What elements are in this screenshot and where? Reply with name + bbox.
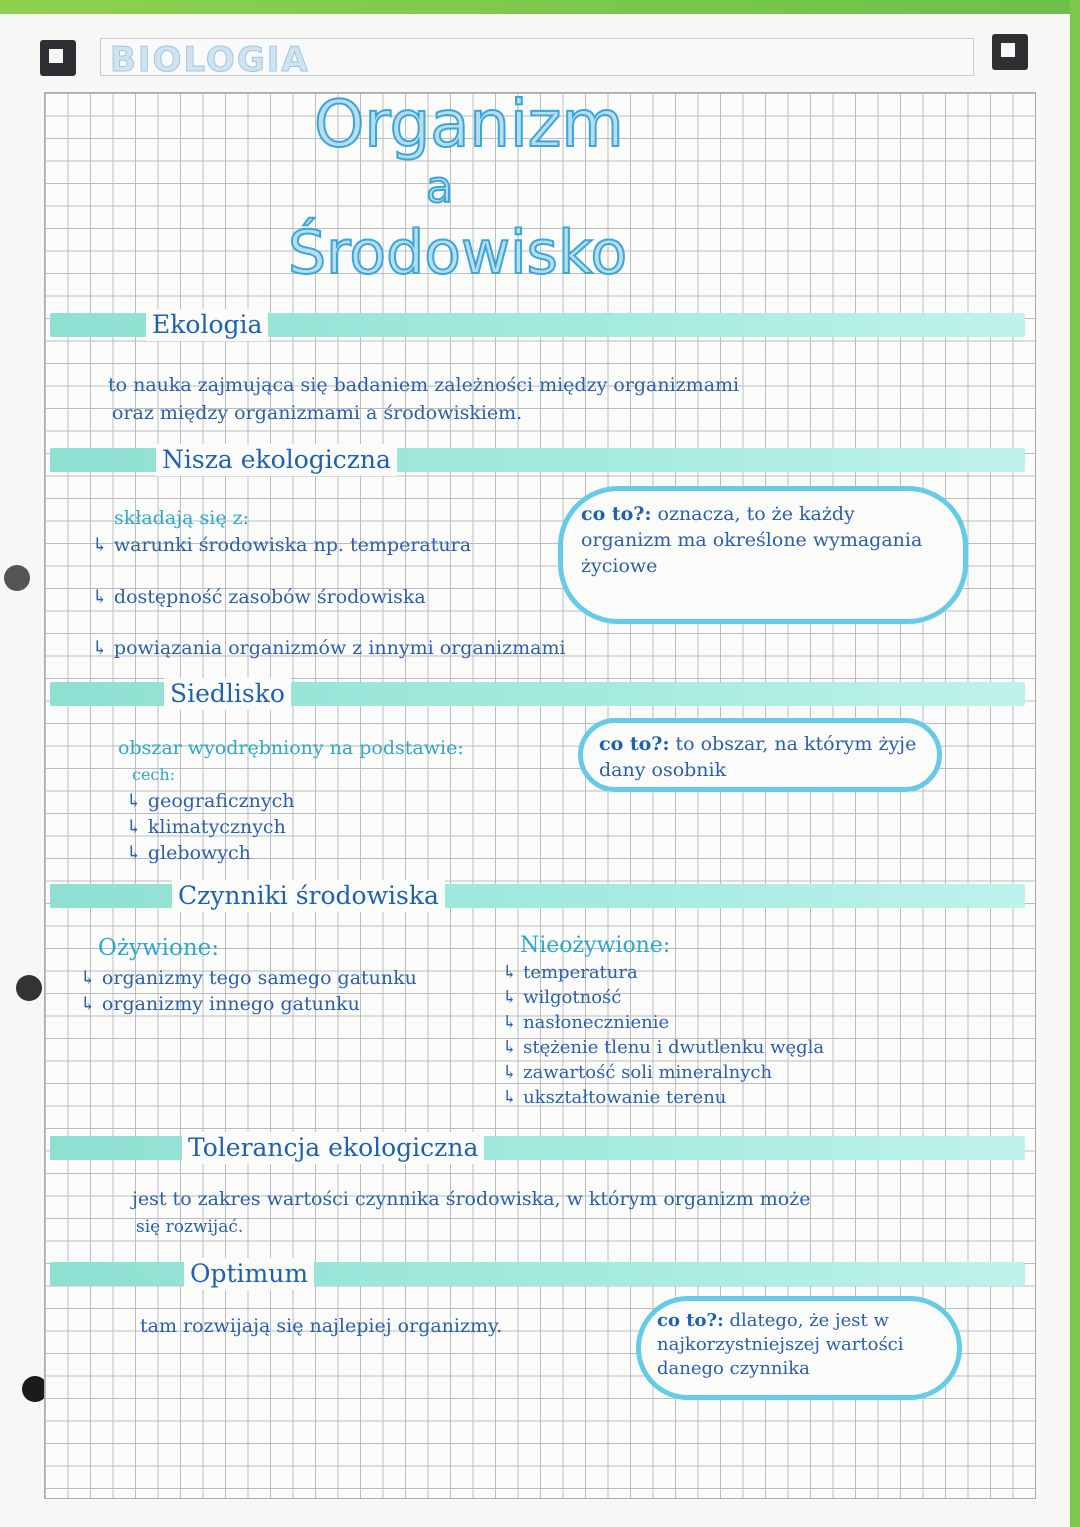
- cloud-text: [599, 731, 921, 783]
- title-line-1: Organizm: [314, 88, 624, 162]
- section-heading-ekologia: Ekologia: [146, 309, 268, 341]
- nisza-item: [92, 532, 471, 558]
- optimum-text: tam rozwijają się najlepiej organizmy.: [140, 1315, 503, 1337]
- arrow-icon: ↳: [126, 842, 142, 864]
- nisza-item-text: powiązania organizmów z innymi organizmami: [113, 637, 566, 659]
- corner-marker-icon: [40, 40, 76, 76]
- page-edge-top: [0, 0, 1080, 14]
- section-heading-czynniki: Czynniki środowiska: [172, 880, 445, 912]
- nieozywione-item-text: stężenie tlenu i dwutlenku węgla: [523, 1037, 825, 1058]
- siedlisko-item-text: klimatycznych: [147, 816, 286, 838]
- cloud-body: dlatego, że jest w najkorzystniejszej wartości danego czynnika: [657, 1310, 904, 1379]
- arrow-icon: ↳: [80, 993, 96, 1015]
- nieozywione-item: [502, 1060, 772, 1086]
- title-line-2: a: [426, 162, 453, 213]
- arrow-icon: ↳: [502, 1037, 518, 1058]
- section-heading-siedlisko: Siedlisko: [164, 678, 291, 710]
- nieozywione-item: [502, 960, 638, 986]
- ekologia-text-1: to nauka zajmująca się badaniem zależności między organizmami: [108, 374, 740, 396]
- title-line-3: Środowisko: [288, 218, 628, 288]
- nieozywione-item-text: zawartość soli mineralnych: [523, 1062, 773, 1083]
- nisza-item: [92, 584, 426, 610]
- definition-cloud: [636, 1296, 962, 1400]
- definition-cloud: [558, 486, 968, 624]
- arrow-icon: ↳: [92, 637, 108, 659]
- nieozywione-title: Nieożywione:: [520, 933, 671, 958]
- cloud-label: co to?:: [599, 733, 670, 755]
- corner-marker-icon: [992, 34, 1028, 70]
- arrow-icon: ↳: [502, 987, 518, 1008]
- ozywione-item-text: organizmy innego gatunku: [101, 993, 360, 1015]
- nisza-item-text: warunki środowiska np. temperatura: [113, 534, 472, 556]
- section-heading-nisza: Nisza ekologiczna: [156, 444, 397, 476]
- arrow-icon: ↳: [92, 534, 108, 556]
- subject-label: BIOLOGIA: [110, 40, 310, 80]
- nisza-item-text: dostępność zasobów środowiska: [113, 586, 426, 608]
- section-heading-tolerancja: Tolerancja ekologiczna: [182, 1132, 484, 1164]
- siedlisko-item-text: geograficznych: [147, 790, 295, 812]
- arrow-icon: ↳: [126, 790, 142, 812]
- tolerancja-text-2: się rozwijać.: [136, 1217, 244, 1237]
- siedlisko-item: [126, 840, 251, 866]
- ozywione-item: [80, 991, 360, 1017]
- nieozywione-item: [502, 1085, 726, 1111]
- nieozywione-item-text: nasłonecznienie: [523, 1012, 670, 1033]
- definition-cloud: [578, 718, 942, 792]
- nieozywione-item-text: wilgotność: [523, 987, 622, 1008]
- ozywione-title: Ożywione:: [98, 935, 220, 961]
- nieozywione-item-text: temperatura: [523, 962, 638, 983]
- ozywione-item-text: organizmy tego samego gatunku: [101, 967, 417, 989]
- nieozywione-item: [502, 1010, 669, 1036]
- nieozywione-item: [502, 1035, 824, 1061]
- ozywione-item: [80, 965, 417, 991]
- section-heading-optimum: Optimum: [184, 1258, 314, 1290]
- page-edge-right: [1070, 0, 1080, 1527]
- arrow-icon: ↳: [80, 967, 96, 989]
- siedlisko-item: [126, 814, 286, 840]
- cloud-body: to obszar, na którym żyje dany osobnik: [599, 733, 917, 781]
- siedlisko-item: [126, 788, 295, 814]
- arrow-icon: ↳: [502, 1087, 518, 1108]
- cloud-label: co to?:: [581, 503, 652, 525]
- arrow-icon: ↳: [502, 962, 518, 983]
- siedlisko-sub: cech:: [132, 765, 176, 784]
- binder-hole-icon: [4, 565, 30, 591]
- nisza-item: [92, 635, 566, 661]
- nieozywione-item: [502, 985, 621, 1011]
- arrow-icon: ↳: [92, 586, 108, 608]
- cloud-text: [657, 1309, 941, 1381]
- arrow-icon: ↳: [502, 1012, 518, 1033]
- arrow-icon: ↳: [502, 1062, 518, 1083]
- cloud-text: [581, 501, 945, 579]
- arrow-icon: ↳: [126, 816, 142, 838]
- ekologia-text-2: oraz między organizmami a środowiskiem.: [112, 402, 523, 424]
- siedlisko-item-text: glebowych: [147, 842, 251, 864]
- cloud-label: co to?:: [657, 1310, 724, 1331]
- binder-hole-icon: [16, 975, 42, 1001]
- nieozywione-item-text: ukształtowanie terenu: [523, 1087, 727, 1108]
- cloud-body: oznacza, to że każdy organizm ma określone wymagania życiowe: [581, 503, 923, 577]
- tolerancja-text-1: jest to zakres wartości czynnika środowiska, w którym organizm może: [132, 1188, 811, 1210]
- siedlisko-lead: obszar wyodrębniony na podstawie:: [118, 737, 464, 759]
- nisza-lead: składają się z:: [114, 507, 250, 529]
